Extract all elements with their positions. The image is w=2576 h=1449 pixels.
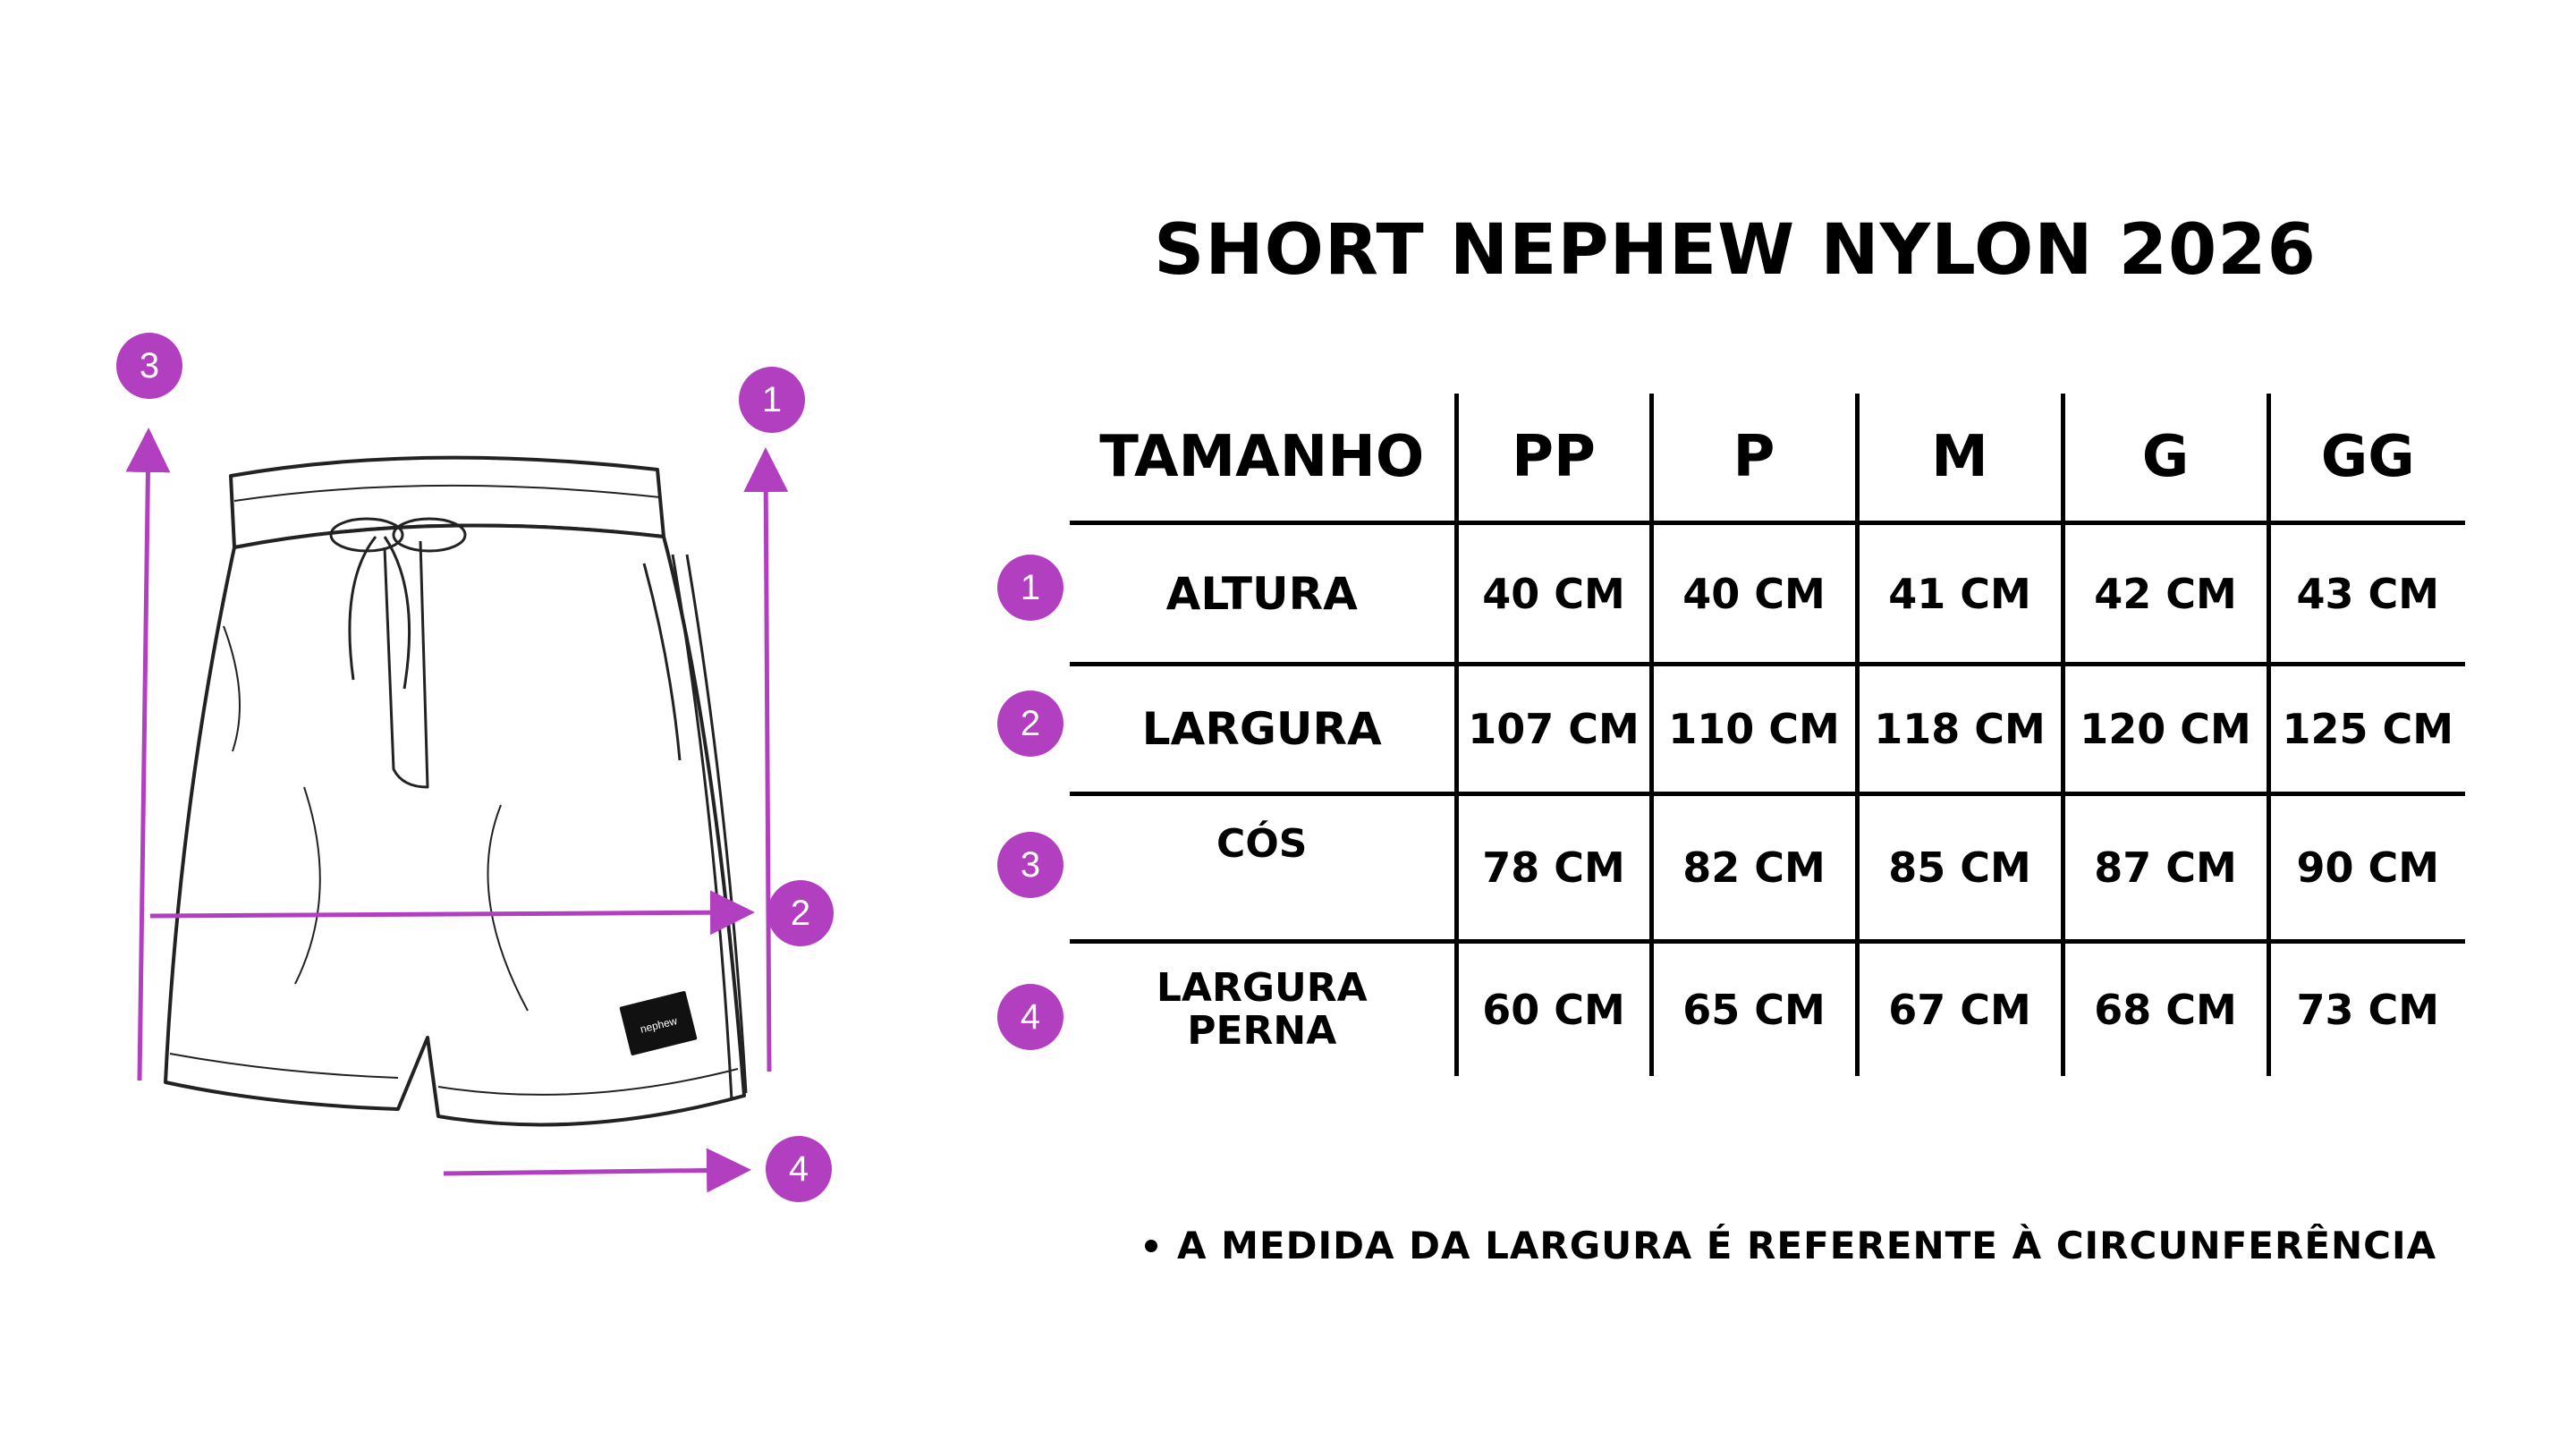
cell-value: 65 CM [1651,942,1857,1076]
cell-value: 107 CM [1456,665,1651,794]
arrow-4-leg-width [444,1170,742,1174]
table-row [1070,523,2465,665]
header-size: TAMANHO [1099,424,1425,490]
cell-value: 43 CM [2268,523,2465,665]
marker-3-circle: 3 [116,333,182,399]
table-row [1070,942,2465,1076]
header-m: M [1857,394,2063,523]
cell-value: 40 CM [1651,523,1857,665]
size-chart-table [1070,394,2465,1076]
header-g: G [2063,394,2268,523]
marker-4-circle: 4 [766,1136,832,1202]
arrow-1-height [766,456,769,1072]
cell-value: 67 CM [1857,942,2063,1076]
row-label-largura-perna [1070,942,1456,1076]
table-row [1070,794,2465,942]
row-marker-1: 1 [997,555,1063,621]
brand-patch-text: nephew [639,1014,679,1036]
cell-value: 68 CM [2063,942,2268,1076]
cell-value: 110 CM [1651,665,1857,794]
cell-value: 120 CM [2063,665,2268,794]
row-marker-3: 3 [997,832,1063,898]
cell-value: 41 CM [1857,523,2063,665]
cell-value: 78 CM [1456,794,1651,942]
shorts-measurement-diagram [0,0,966,1449]
cell-value: 82 CM [1651,794,1857,942]
row-label-line-1: LARGURA [1156,964,1368,1011]
footnote [1145,1224,2436,1267]
row-label-cos: CÓS [1216,821,1308,867]
row-marker-4: 4 [997,984,1063,1050]
cell-value: 40 CM [1456,523,1651,665]
cell-value: 125 CM [2268,665,2465,794]
bullet-icon [1145,1240,1157,1252]
header-gg: GG [2268,394,2465,523]
cell-value: 60 CM [1456,942,1651,1076]
cell-value: 73 CM [2268,942,2465,1076]
cell-value: 42 CM [2063,523,2268,665]
row-label-largura: LARGURA [1141,703,1382,755]
marker-2-circle: 2 [767,880,834,946]
cell-value: 90 CM [2268,794,2465,942]
cell-value: 87 CM [2063,794,2268,942]
header-pp: PP [1456,394,1651,523]
header-p: P [1651,394,1857,523]
row-label-line-2: PERNA [1187,1007,1337,1054]
cell-value: 118 CM [1857,665,2063,794]
marker-1-circle: 1 [739,367,805,433]
table-header-row [1070,394,2465,523]
cell-value: 85 CM [1857,794,2063,942]
row-marker-2: 2 [997,691,1063,757]
table-row [1070,665,2465,794]
footnote-text: A MEDIDA DA LARGURA É REFERENTE À CIRCUNFERÊNCIA [1177,1224,2437,1267]
arrow-3-waist-height [140,436,148,1080]
row-label-altura: ALTURA [1165,567,1358,620]
page-title: SHORT NEPHEW NYLON 2026 [1154,210,2317,291]
